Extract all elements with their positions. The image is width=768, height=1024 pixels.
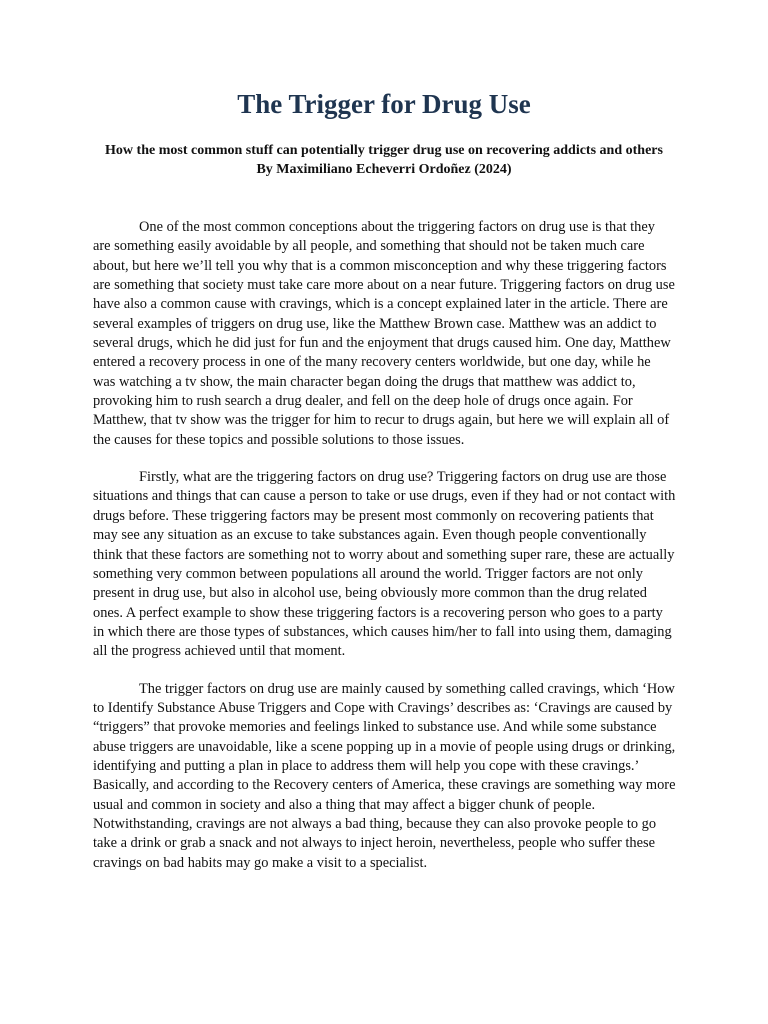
subtitle-block bbox=[92, 142, 676, 179]
paragraph-3: The trigger factors on drug use are mainly caused by something called cravings, which ‘How to Identify Substance Abuse Triggers and Cope with Cravings’ describes as: ‘Cravings are caused by “triggers” that provoke memories and feelings linked to substance use. And while some substance abuse triggers are unavoidable, like a scene popping up in a movie of people using drugs or drinking, identifying and putting a plan in place to address them will help you cope with these cravings.’ Basically, and according to the Recovery centers of America, these cravings are something way more usual and common in society and also a thing that may affect a bigger chunk of people. Notwithstanding, cravings are not always a bad thing, because they can also provoke people to go take a drink or grab a snack and not always to inject heroin, nevertheless, people who suffer these cravings on bad habits may go make a visit to a specialist. bbox=[93, 680, 676, 871]
paragraph-1: One of the most common conceptions about the triggering factors on drug use is that they are something easily avoidable by all people, and something that should not be taken much care about, but here we’ll tell you why that is a common misconception and why these triggering factors are something that society must take care more about on a near future. Triggering factors on drug use have also a common cause with cravings, which is a concept explained later in the article. There are several examples of triggers on drug use, like the Matthew Brown case. Matthew was an addict to several drugs, which he did just for fun and the enjoyment that drugs caused him. One day, Matthew entered a recovery process in one of the many recovery centers worldwide, but one day, while he was watching a tv show, the main character began doing the drugs that matthew was addict to, provoking him to rush search a drug dealer, and fell on the deep hole of drugs once again. For Matthew, that tv show was the trigger for him to recur to drugs again, but here we will explain all of the causes for these topics and possible solutions to those issues. bbox=[93, 219, 675, 448]
subtitle: How the most common stuff can potentially trigger drug use on recovering addicts and others bbox=[105, 143, 663, 158]
page-title: The Trigger for Drug Use bbox=[237, 89, 531, 119]
byline: By Maximiliano Echeverri Ordoñez (2024) bbox=[256, 161, 512, 177]
article-body bbox=[93, 218, 676, 891]
paragraph-2: Firstly, what are the triggering factors on drug use? Triggering factors on drug use are those situations and things that can cause a person to take or use drugs, even if they had or not contact with drugs before. These triggering factors may be present most commonly on recovering patients that may see any situation as an excuse to take substances again. Even though people conventionally think that these factors are something not to worry about and something super rare, these are actually something very common between populations all around the world. Trigger factors are not only present in drug use, but also in alcohol use, being obviously more common than the drug related ones. A perfect example to show these triggering factors is a recovering person who goes to a party in which there are those types of substances, which causes him/her to fall into using them, damaging all the progress achieved until that moment. bbox=[93, 469, 676, 660]
